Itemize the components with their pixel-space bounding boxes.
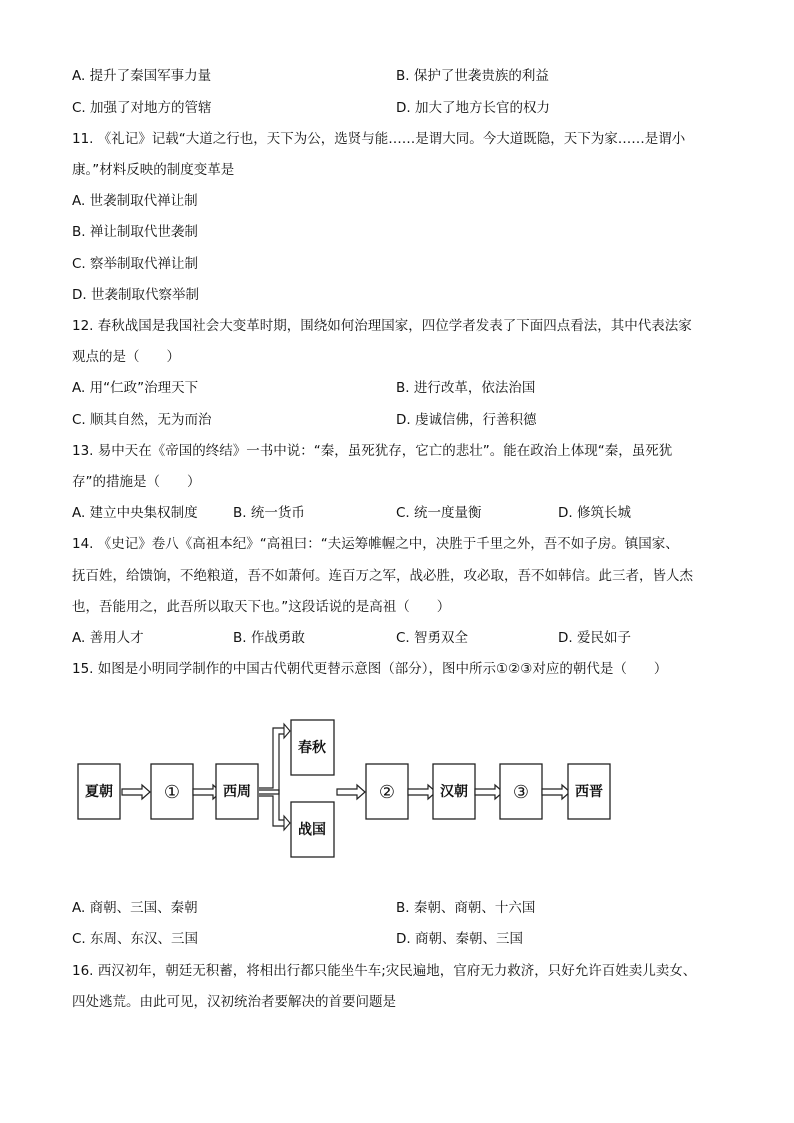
branch-to-chunqiu-inner [259, 734, 284, 794]
q11-stem-line2: 康。”材料反映的制度变革是 [72, 162, 235, 178]
q10-option-a: A. 提升了秦国军事力量 [72, 68, 212, 84]
q11-option-a: A. 世袭制取代禅让制 [72, 193, 198, 209]
q11-option-d: D. 世袭制取代察举制 [72, 287, 199, 303]
label-xia: 夏朝 [85, 784, 113, 800]
q10-option-d: D. 加大了地方长官的权力 [396, 100, 550, 116]
q15-option-c: C. 东周、东汉、三国 [72, 931, 199, 947]
q13-option-b: B. 统一货币 [233, 505, 305, 521]
q10-option-c: C. 加强了对地方的管辖 [72, 100, 212, 116]
label-circle-2: ② [378, 782, 396, 803]
branch-head-zhanguo [284, 816, 290, 830]
q14-option-a: A. 善用人才 [72, 630, 144, 646]
q13-option-c: C. 统一度量衡 [396, 505, 482, 521]
branch-to-zhanguo [259, 796, 284, 826]
q12-option-c: C. 顺其自然，无为而治 [72, 412, 212, 428]
q13-option-d: D. 修筑长城 [558, 505, 631, 521]
q11-stem-line1: 11. 《礼记》记载“大道之行也，天下为公，选贤与能……是谓大同。今大道既隐，天下为家……是谓小 [72, 131, 686, 147]
arrow-3 [337, 785, 365, 799]
arrow-4 [408, 785, 436, 799]
label-circle-3: ③ [512, 782, 530, 803]
q12-option-a: A. 用“仁政”治理天下 [72, 380, 199, 396]
q15-stem: 15. 如图是小明同学制作的中国古代朝代更替示意图（部分），图中所示①②③对应的朝代是（ ） [72, 661, 668, 677]
label-zhanguo: 战国 [298, 822, 326, 838]
label-chunqiu: 春秋 [298, 740, 326, 756]
q14-option-d: D. 爱民如子 [558, 630, 631, 646]
q11-option-c: C. 察举制取代禅让制 [72, 256, 199, 272]
q10-option-b: B. 保护了世袭贵族的利益 [396, 68, 549, 84]
q13-option-a: A. 建立中央集权制度 [72, 505, 198, 521]
q12-option-b: B. 进行改革，依法治国 [396, 380, 536, 396]
q12-stem-line2: 观点的是（ ） [72, 349, 180, 365]
q12-option-d: D. 虔诚信佛，行善积德 [396, 412, 537, 428]
q14-stem-line3: 也，吾能用之，此吾所以取天下也。”这段话说的是高祖（ ） [72, 599, 451, 615]
arrow-5 [475, 785, 503, 799]
q15-option-d: D. 商朝、秦朝、三国 [396, 931, 523, 947]
branch-to-chunqiu [259, 728, 284, 788]
q14-option-b: B. 作战勇敢 [233, 630, 305, 646]
label-xizhou: 西周 [223, 784, 251, 800]
label-xijin: 西晋 [575, 784, 603, 800]
arrow-1 [122, 785, 150, 799]
q14-option-c: C. 智勇双全 [396, 630, 469, 646]
q11-option-b: B. 禅让制取代世袭制 [72, 224, 198, 240]
label-han: 汉朝 [440, 784, 468, 800]
q15-option-a: A. 商朝、三国、秦朝 [72, 900, 198, 916]
q13-stem-line1: 13. 易中天在《帝国的终结》一书中说：“秦，虽死犹存，它亡的悲壮”。能在政治上体现“秦，虽死犹 [72, 443, 673, 459]
q14-stem-line2: 抚百姓，给馈饷，不绝粮道，吾不如萧何。连百万之军，战必胜，攻必取，吾不如韩信。此三者，皆人杰 [72, 568, 693, 584]
branch-head-chunqiu [284, 724, 290, 738]
q12-stem-line1: 12. 春秋战国是我国社会大变革时期，围绕如何治理国家，四位学者发表了下面四点看法，其中代表法家 [72, 318, 692, 334]
arrow-6 [542, 785, 570, 799]
q15-option-b: B. 秦朝、商朝、十六国 [396, 900, 536, 916]
q14-stem-line1: 14. 《史记》卷八《高祖本纪》“高祖曰：“夫运筹帷幄之中，决胜于千里之外，吾不如子房。镇国家、 [72, 536, 679, 552]
q13-stem-line2: 存”的措施是（ ） [72, 474, 201, 490]
label-circle-1: ① [163, 782, 181, 803]
q16-stem-line1: 16. 西汉初年，朝廷无积蓄，将相出行都只能坐牛车;灾民遍地，官府无力救济，只好允许百姓卖儿卖女、 [72, 963, 697, 979]
dynasty-succession-diagram [70, 712, 630, 872]
q16-stem-line2: 四处逃荒。由此可见，汉初统治者要解决的首要问题是 [72, 994, 396, 1010]
